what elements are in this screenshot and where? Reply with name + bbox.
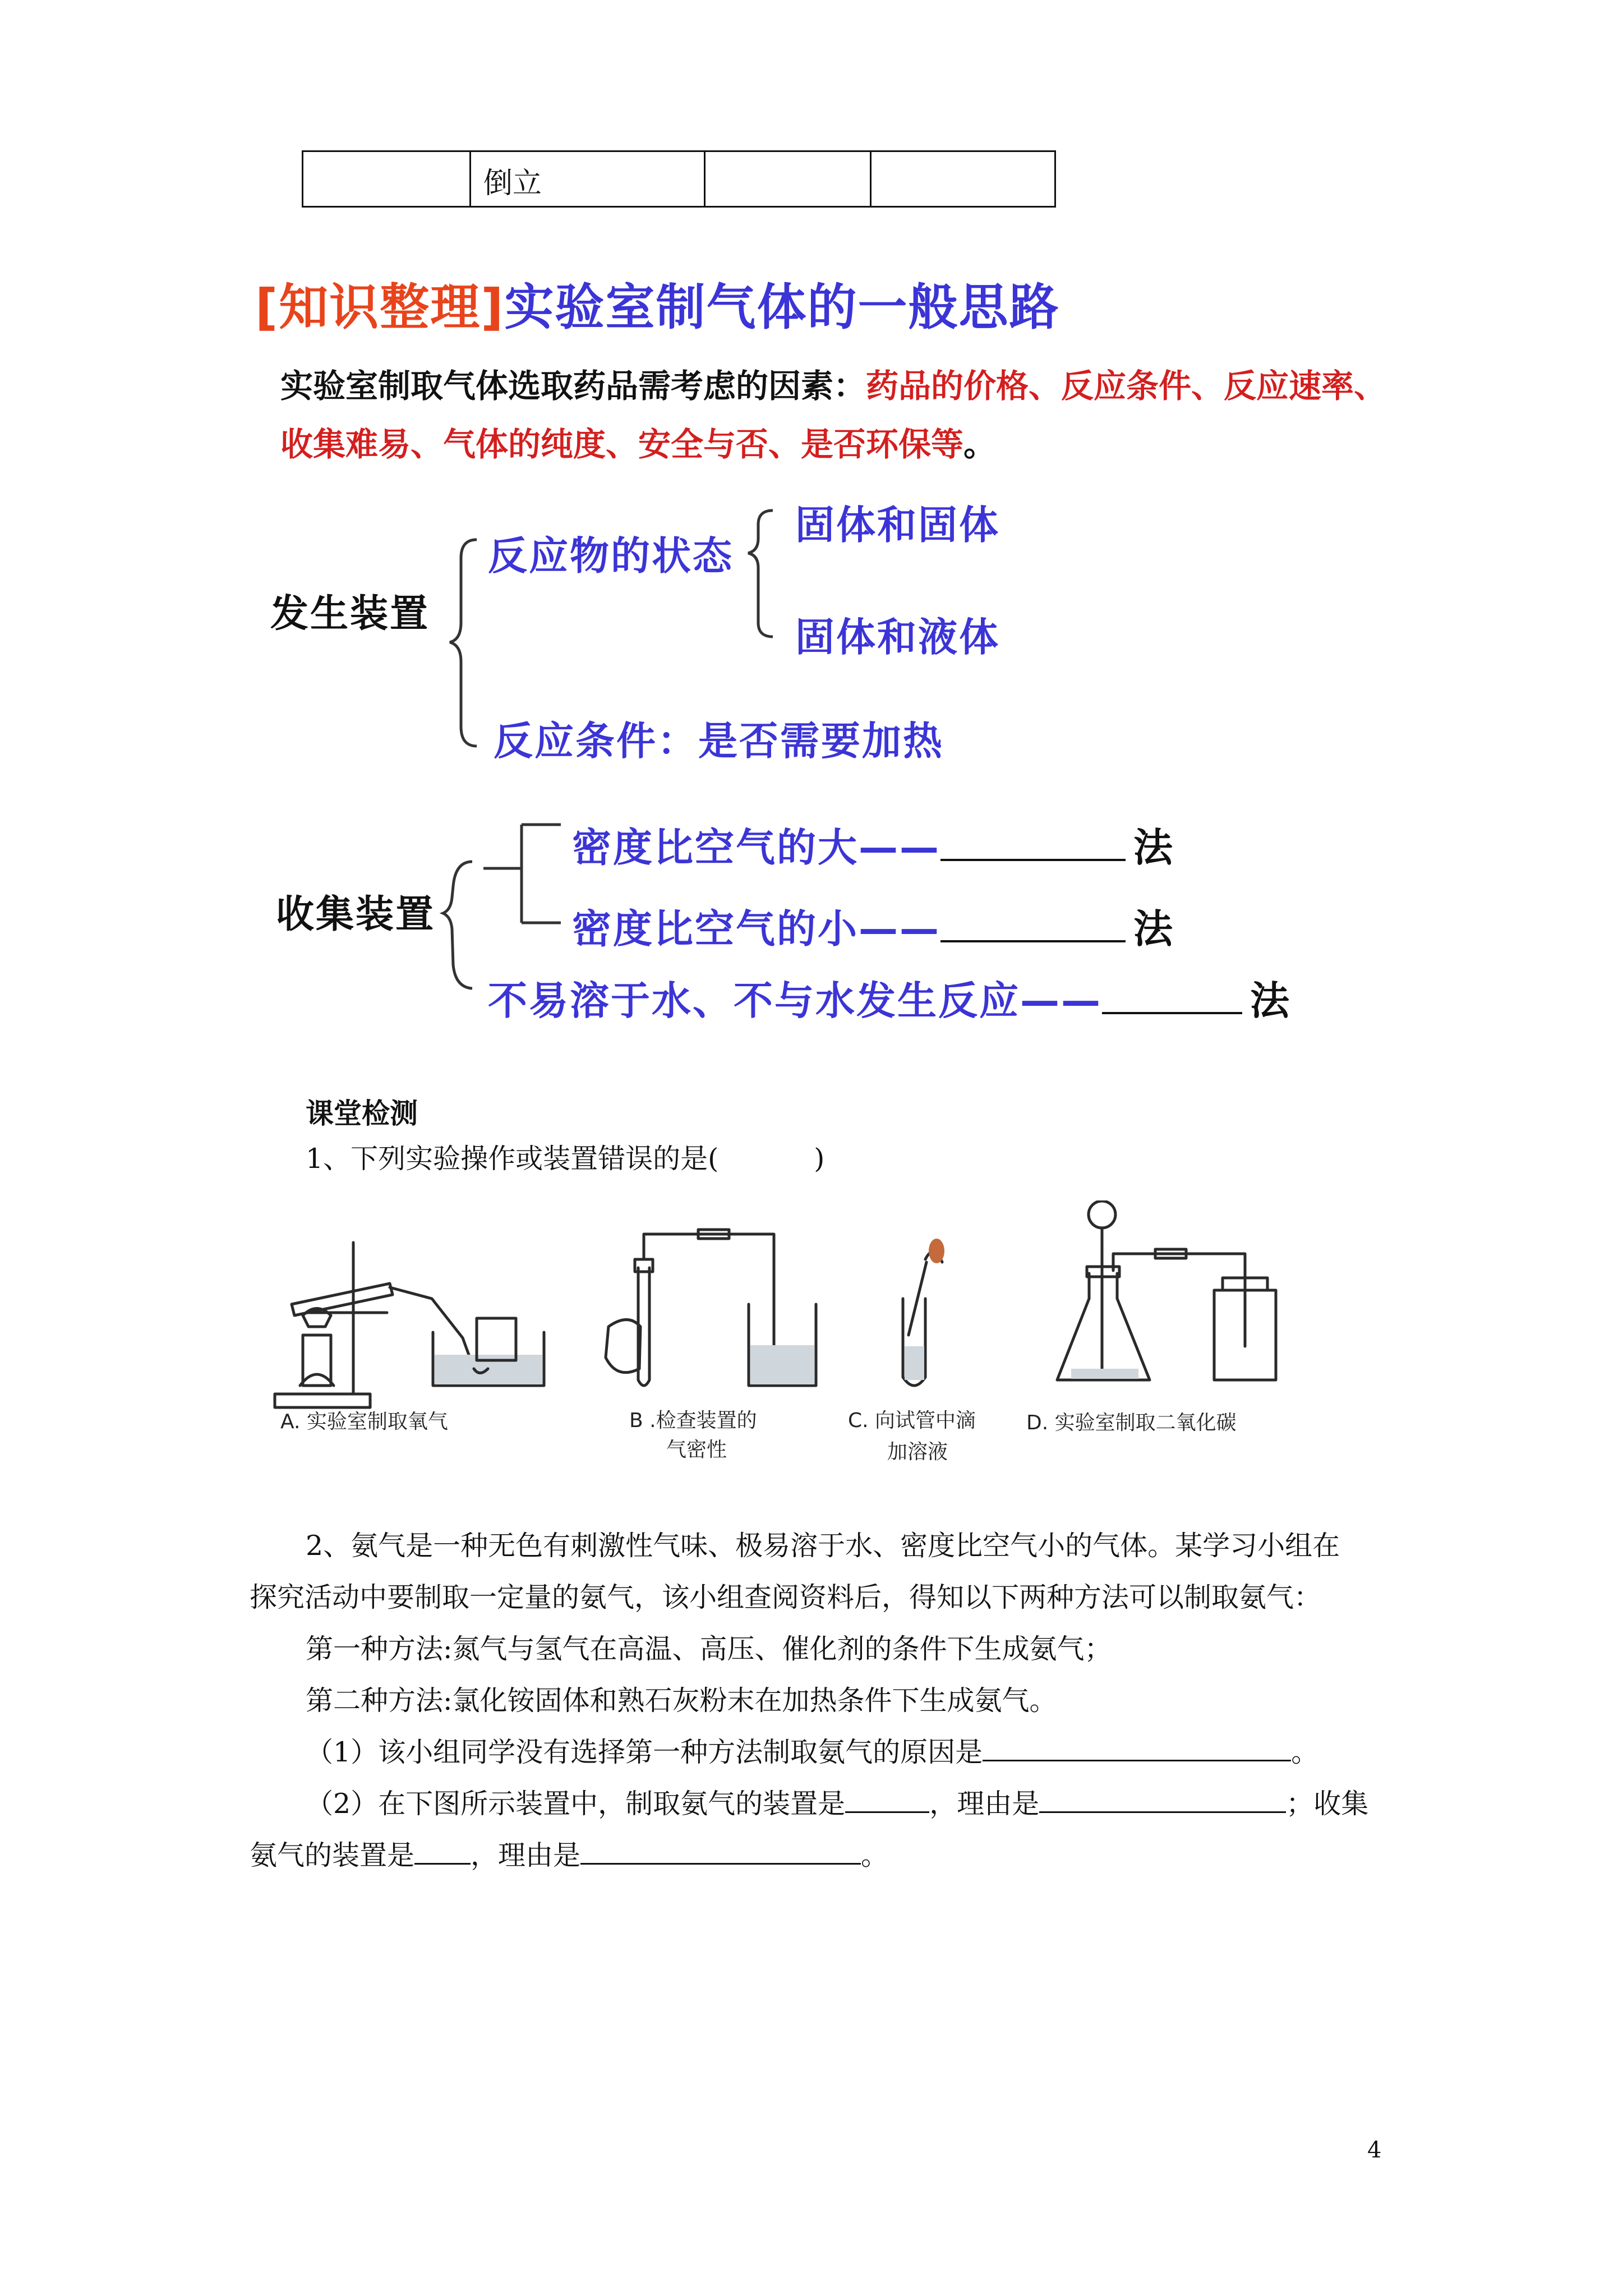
sub2-c: ；收集 bbox=[1286, 1788, 1369, 1820]
collector-denser-row bbox=[572, 816, 1174, 873]
collector-bracket bbox=[483, 825, 561, 923]
sub-question-1 bbox=[306, 1727, 1318, 1778]
factors-lead: 实验室制取气体选取药品需考虑的因素： bbox=[280, 367, 866, 405]
heading-title: 实验室制气体的一般思路 bbox=[504, 278, 1060, 336]
page-number: 4 bbox=[1367, 2137, 1382, 2163]
answer-blank bbox=[983, 1734, 1291, 1761]
sub2-end: 。 bbox=[861, 1839, 889, 1871]
q2-line1: 2、氨气是一种无色有刺激性气味、极易溶于水、密度比空气小的气体。某学习小组在 bbox=[306, 1530, 1340, 1562]
apparatus-a bbox=[275, 1243, 544, 1407]
method-suffix: 法 bbox=[1133, 825, 1174, 871]
heading-tag: [知识整理] bbox=[255, 278, 505, 336]
method-1: 第一种方法:氮气与氢气在高温、高压、催化剂的条件下生成氨气； bbox=[306, 1633, 1112, 1665]
answer-blank bbox=[845, 1786, 929, 1813]
factors-end: 。 bbox=[963, 425, 997, 463]
q1-text: 1、下列实验操作或装置错误的是( bbox=[306, 1143, 719, 1175]
sub-question-2 bbox=[306, 1778, 1368, 1830]
collector-brace bbox=[443, 862, 472, 988]
answer-blank bbox=[580, 1837, 861, 1865]
answer-blank bbox=[414, 1837, 471, 1865]
method-suffix: 法 bbox=[1133, 906, 1174, 952]
sub1-text: （1）该小组同学没有选择第一种方法制取氨气的原因是 bbox=[306, 1736, 983, 1768]
table-cell: 倒立 bbox=[471, 151, 705, 207]
lighter-text: 密度比空气的小—— bbox=[572, 906, 940, 952]
generator-label: 发生装置 bbox=[270, 592, 430, 636]
blank-line bbox=[1102, 1006, 1242, 1014]
generator-brace bbox=[450, 540, 477, 746]
collector-label: 收集装置 bbox=[276, 892, 436, 937]
sub2-e: ，理由是 bbox=[471, 1839, 581, 1871]
factors-items: 药品的价格、反应条件、反应速率、收集难易、气体的纯度、安全与否、是否环保等 bbox=[280, 367, 1387, 463]
solid-solid: 固体和固体 bbox=[795, 502, 1000, 548]
blank-line bbox=[940, 853, 1126, 861]
q1-close: ) bbox=[814, 1143, 825, 1175]
apparatus-b bbox=[606, 1230, 816, 1386]
sub2-d: 氨气的装置是 bbox=[250, 1839, 415, 1871]
sub1-end: 。 bbox=[1291, 1736, 1319, 1768]
sub-question-2-cont bbox=[250, 1830, 888, 1881]
state-brace bbox=[748, 510, 773, 637]
method-suffix: 法 bbox=[1250, 978, 1291, 1024]
collector-lighter-row bbox=[572, 898, 1174, 954]
solid-liquid: 固体和液体 bbox=[795, 614, 1000, 660]
answer-blank bbox=[1039, 1786, 1286, 1813]
collector-insoluble-row bbox=[488, 969, 1291, 1026]
insoluble-text: 不易溶于水、不与水发生反应—— bbox=[488, 978, 1102, 1024]
caption-b-line1: B .检查装置的 bbox=[629, 1409, 757, 1432]
caption-c-line1: C. 向试管中滴 bbox=[848, 1409, 976, 1432]
q2-line2: 探究活动中要制取一定量的氨气，该小组查阅资料后，得知以下两种方法可以制取氨气： bbox=[250, 1581, 1322, 1613]
sub2-a: （2）在下图所示装置中，制取氨气的装置是 bbox=[306, 1788, 846, 1820]
sub2-b: ，理由是 bbox=[929, 1788, 1040, 1820]
caption-a: A. 实验室制取氧气 bbox=[280, 1410, 448, 1433]
apparatus-c bbox=[903, 1239, 944, 1386]
method-2: 第二种方法:氯化铵固体和熟石灰粉末在加热条件下生成氨气。 bbox=[306, 1685, 1057, 1717]
blank-line bbox=[940, 935, 1126, 942]
caption-c-line2: 加溶液 bbox=[887, 1441, 948, 1464]
quiz-title: 课堂检测 bbox=[306, 1097, 418, 1130]
question-1 bbox=[306, 1133, 824, 1185]
denser-text: 密度比空气的大—— bbox=[572, 825, 940, 871]
caption-d: D. 实验室制取二氧化碳 bbox=[1026, 1411, 1237, 1434]
caption-b-line2: 气密性 bbox=[666, 1438, 727, 1461]
generator-state: 反应物的状态 bbox=[488, 533, 734, 579]
apparatus-d bbox=[1057, 1201, 1276, 1380]
reaction-condition: 反应条件：是否需要加热 bbox=[494, 718, 944, 764]
